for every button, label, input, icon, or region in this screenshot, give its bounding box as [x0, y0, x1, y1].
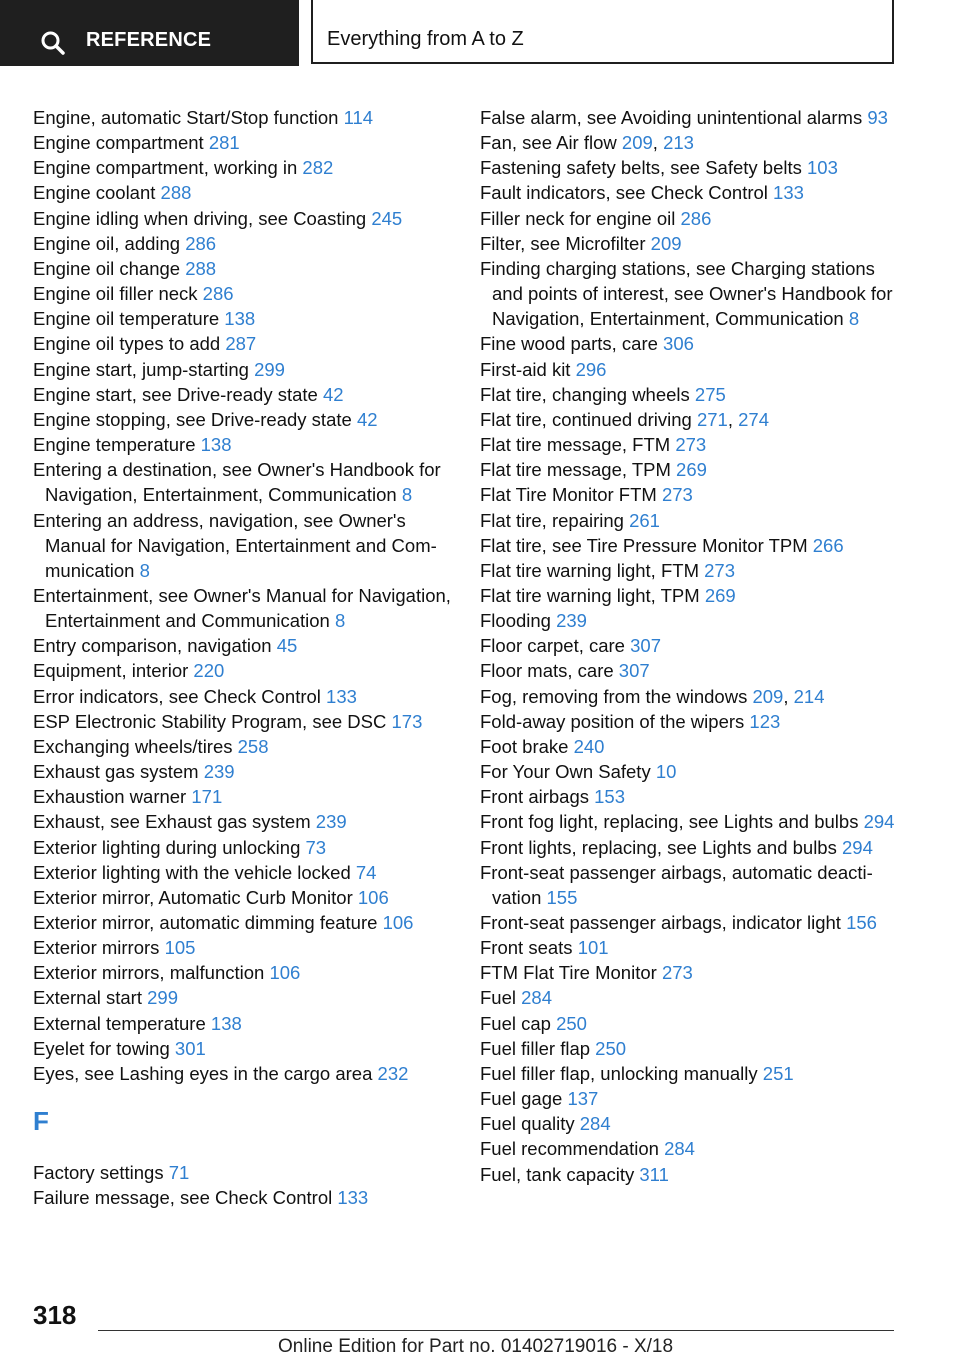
page-link[interactable]: 153 — [594, 786, 626, 808]
index-entry-text: Engine oil, adding — [33, 232, 181, 254]
index-entry-text: External start — [33, 987, 142, 1009]
index-entry — [480, 482, 910, 507]
index-entry-text: Engine compartment, working in — [33, 157, 298, 179]
page-link[interactable]: 138 — [210, 1012, 242, 1034]
page-link[interactable]: 286 — [680, 207, 712, 229]
index-entry-text: Error indicators, see Check Control — [33, 685, 321, 707]
page-link[interactable]: 171 — [191, 786, 223, 808]
index-entry: Fan, see Air flow 209, 213 — [480, 132, 694, 154]
index-entry — [33, 155, 453, 180]
page-link[interactable]: 8 — [139, 559, 150, 581]
index-entry-text: Failure message, see Check Control — [33, 1187, 333, 1209]
index-entry-text: Flat tire, changing wheels — [480, 383, 690, 405]
index-entry-text: Fuel filler flap — [480, 1037, 591, 1059]
index-entry — [33, 306, 453, 331]
page-link[interactable]: 281 — [208, 132, 240, 154]
index-entry — [33, 860, 453, 885]
index-entry — [33, 432, 453, 457]
page-link[interactable]: 101 — [577, 937, 609, 959]
tab-title: REFERENCE — [86, 29, 212, 51]
index-entry-text: Flat tire message, FTM — [480, 434, 671, 456]
page-link[interactable]: 273 — [661, 484, 693, 506]
index-entry — [480, 558, 910, 583]
index-entry — [33, 835, 453, 860]
index-entry — [33, 508, 453, 583]
page-link[interactable]: 8 — [848, 308, 860, 330]
index-entry-text: Flat Tire Monitor FTM — [480, 484, 657, 506]
index-entry — [33, 759, 453, 784]
index-entry-text: Exterior mirrors — [33, 937, 160, 959]
page-link[interactable]: 133 — [337, 1187, 369, 1209]
index-entry-text: Exhaust gas system — [33, 761, 199, 783]
index-entry-text: Fan, see Air flow — [480, 132, 617, 154]
index-entry-text: Entry comparison, navigation — [33, 635, 272, 657]
index-entry-text: Fold-away position of the wipers — [480, 710, 745, 732]
index-entry-text: Engine oil filler neck — [33, 283, 198, 305]
page-link[interactable]: 239 — [203, 761, 235, 783]
index-entry — [480, 533, 910, 558]
index-entry-text: Exterior mirrors, malfunction — [33, 962, 265, 984]
index-entry-text: Engine start, see Drive-ready state — [33, 383, 318, 405]
index-entry — [480, 784, 910, 809]
page-link[interactable]: 250 — [556, 1012, 587, 1034]
section-letter: F — [33, 1106, 49, 1137]
page-link[interactable]: 299 — [254, 358, 285, 380]
index-entry — [480, 357, 910, 382]
index-entry — [33, 1160, 453, 1185]
index-entry — [33, 734, 453, 759]
index-entry-text: Exhaustion warner — [33, 786, 187, 808]
index-entry — [480, 1111, 910, 1136]
index-entry-text: Entertainment, see Owner's Manual for Navigation, Entertainment and Communication — [33, 584, 451, 632]
index-entry-text: Engine oil types to add — [33, 333, 221, 355]
index-entry-text: Front airbags — [480, 786, 589, 808]
page-link[interactable]: 45 — [276, 635, 298, 657]
index-entry-text: Entering an address, navigation, see Owner's Manual for Navigation, Entertainment and Communication — [33, 509, 437, 581]
index-entry-text: First-aid kit — [480, 358, 571, 380]
index-entry — [33, 457, 453, 507]
index-entry-text: Engine start, jump-starting — [33, 358, 249, 380]
index-entry — [480, 583, 910, 608]
index-entry — [33, 809, 453, 834]
index-entry-text: Fuel gage — [480, 1088, 563, 1110]
page-link[interactable]: 114 — [343, 107, 374, 128]
index-entry — [480, 331, 910, 356]
page-link[interactable]: 273 — [661, 962, 693, 984]
index-entry-text: FTM Flat Tire Monitor — [480, 962, 657, 984]
index-entry — [33, 684, 453, 709]
page-link[interactable]: 106 — [269, 962, 301, 984]
index-entry-text: Fuel quality — [480, 1113, 575, 1135]
index-entry-text: Engine stopping, see Drive-ready state — [33, 408, 352, 430]
index-entry-text: Exterior mirror, automatic dimming feature — [33, 912, 378, 933]
index-entry-text: Exterior mirror, Automatic Curb Monitor — [33, 886, 353, 908]
page-link[interactable]: 42 — [356, 408, 378, 430]
index-entry-text: Eyelet for towing — [33, 1037, 170, 1059]
index-entry — [480, 910, 910, 935]
index-entry — [480, 608, 910, 633]
index-entry-text: Exterior lighting during unlocking — [33, 836, 301, 858]
index-entry — [480, 1136, 910, 1161]
index-entry-text: Exterior lighting with the vehicle locked — [33, 861, 351, 883]
index-list-f — [33, 1160, 453, 1210]
index-entry-text: Foot brake — [480, 735, 569, 757]
page-link[interactable]: 282 — [302, 157, 334, 179]
page-link[interactable]: 296 — [575, 358, 607, 380]
index-entry — [33, 985, 453, 1010]
page-link[interactable]: 311 — [639, 1163, 669, 1185]
index-entry-text: Engine oil temperature — [33, 308, 220, 330]
index-entry-text: Fuel filler flap, unlocking manually — [480, 1062, 758, 1084]
index-list-e — [33, 105, 453, 1086]
page-link[interactable]: 299 — [147, 987, 179, 1009]
section-title: Everything from A to Z — [327, 28, 524, 50]
index-entry — [33, 1061, 453, 1086]
index-entry — [480, 633, 910, 658]
index-entry — [480, 1011, 910, 1036]
index-entry-text: Front lights, replacing, see Lights and bulbs — [480, 836, 837, 858]
index-entry-text: Floor mats, care — [480, 660, 614, 682]
index-entry — [480, 1162, 910, 1187]
page-link[interactable]: 106 — [357, 886, 389, 908]
page-link[interactable]: 133 — [326, 685, 357, 707]
page-link[interactable]: 220 — [193, 660, 225, 682]
search-icon — [40, 30, 66, 56]
index-column-right — [480, 105, 910, 1187]
page-link[interactable]: 138 — [200, 434, 232, 456]
index-entry — [33, 256, 453, 281]
page-link[interactable]: 284 — [521, 987, 553, 1009]
index-entry-text: Front-seat passenger airbags, indicator light — [480, 912, 841, 933]
index-entry — [33, 1185, 453, 1210]
index-entry — [480, 658, 910, 683]
page-link[interactable]: 273 — [675, 434, 707, 456]
edition-footer: Online Edition for Part no. 01402719016 - X/18 — [278, 1336, 674, 1357]
page-link[interactable]: 155 — [546, 886, 578, 908]
page-link[interactable]: 306 — [663, 333, 694, 355]
page-link[interactable]: 266 — [812, 534, 844, 556]
index-entry — [480, 382, 910, 407]
index-entry-text: Filler neck for engine oil — [480, 207, 676, 229]
index-entry-text: Fastening safety belts, see Safety belts — [480, 157, 802, 179]
index-entry — [480, 809, 910, 834]
index-entry — [33, 130, 453, 155]
index-entry: Fog, removing from the windows 209, 214 — [480, 685, 825, 707]
page-link[interactable]: 271 — [696, 408, 728, 430]
index-entry-text: Eyes, see Lashing eyes in the cargo area — [33, 1062, 373, 1084]
index-entry-text: Flat tire warning light, TPM — [480, 584, 700, 606]
page-link[interactable]: 284 — [664, 1138, 695, 1160]
index-entry — [480, 709, 910, 734]
index-entry-text: Flat tire message, TPM — [480, 459, 671, 481]
page-link[interactable]: 261 — [629, 509, 660, 531]
index-entry — [33, 281, 453, 306]
page-link[interactable]: 269 — [676, 459, 707, 481]
index-entry-text: ESP Electronic Stability Program, see DSC — [33, 710, 387, 732]
index-entry-text: Engine, automatic Start/Stop function — [33, 107, 339, 128]
page-link[interactable]: 294 — [842, 836, 873, 858]
index-entry — [480, 155, 910, 180]
page-link[interactable]: 137 — [567, 1088, 599, 1110]
index-entry-text: Floor carpet, care — [480, 635, 625, 657]
index-entry-text: Engine oil change — [33, 257, 181, 279]
page-link[interactable]: 239 — [556, 610, 587, 632]
page-link[interactable]: 209 — [650, 232, 682, 254]
index-entry — [33, 206, 453, 231]
page-link[interactable]: 138 — [224, 308, 256, 330]
index-entry-text: Entering a destination, see Owner's Handbook for Navigation, Entertainment, Communication — [33, 459, 441, 506]
page-link[interactable]: 173 — [391, 710, 423, 732]
page-link[interactable]: 74 — [355, 861, 377, 883]
page-link[interactable]: 213 — [663, 132, 694, 154]
index-entry — [480, 105, 910, 130]
page-link[interactable]: 42 — [322, 383, 344, 405]
index-entry — [33, 231, 453, 256]
index-entry: Flat tire, continued driving 271, 274 — [480, 408, 770, 430]
index-entry-text: Exhaust, see Exhaust gas system — [33, 811, 311, 833]
index-entry — [480, 180, 910, 205]
footer-divider — [98, 1330, 894, 1331]
index-entry-text: Front seats — [480, 937, 573, 959]
index-entry — [33, 910, 453, 935]
index-entry — [33, 960, 453, 985]
index-entry-text: Filter, see Microfilter — [480, 232, 646, 254]
index-entry — [33, 583, 453, 633]
index-entry — [33, 784, 453, 809]
page-link[interactable]: 273 — [704, 559, 735, 581]
page-link[interactable]: 301 — [174, 1037, 206, 1059]
index-entry — [480, 734, 910, 759]
index-entry-text: Flat tire, continued driving — [480, 408, 692, 430]
index-entry — [33, 935, 453, 960]
page-link[interactable]: 232 — [377, 1062, 409, 1084]
index-entry-text: External temperature — [33, 1012, 206, 1034]
index-entry-text: Flat tire, see Tire Pressure Monitor TPM — [480, 534, 808, 556]
page-link[interactable]: 284 — [579, 1113, 611, 1135]
index-entry-text: Fuel — [480, 987, 516, 1009]
index-entry-text: False alarm, see Avoiding unintentional alarms — [480, 107, 863, 128]
index-entry — [480, 759, 910, 784]
page-link[interactable]: 240 — [573, 735, 605, 757]
index-entry-text: Flat tire, repairing — [480, 509, 624, 531]
page-link[interactable]: 8 — [335, 610, 346, 632]
index-entry — [480, 1036, 910, 1061]
reference-tab[interactable] — [0, 0, 299, 66]
page-link[interactable]: 123 — [749, 710, 781, 732]
page-number: 318 — [33, 1300, 77, 1330]
index-entry-text: Fault indicators, see Check Control — [480, 182, 768, 204]
index-entry — [480, 960, 910, 985]
index-entry-text: Finding charging stations, see Charging stations and points of interest, see Owner's Handbook for Navigation, Entertainment, Communication — [480, 257, 893, 330]
page-link[interactable]: 156 — [846, 912, 877, 933]
index-entry — [33, 357, 453, 382]
index-entry-text: Flooding — [480, 610, 551, 632]
index-entry — [33, 382, 453, 407]
page-link[interactable]: 214 — [793, 685, 825, 707]
index-entry — [480, 457, 910, 482]
index-entry — [480, 256, 910, 331]
index-entry — [480, 508, 910, 533]
page-link[interactable]: 209 — [752, 685, 784, 707]
index-entry — [33, 709, 453, 734]
page-link[interactable]: 288 — [185, 257, 217, 279]
page-link[interactable]: 71 — [168, 1162, 190, 1184]
page-link[interactable]: 307 — [618, 660, 650, 682]
index-entry — [480, 432, 910, 457]
page-link[interactable]: 93 — [867, 107, 888, 128]
index-entry — [480, 231, 910, 256]
index-entry — [33, 1036, 453, 1061]
index-entry — [480, 935, 910, 960]
page-link[interactable]: 286 — [185, 232, 217, 254]
index-entry — [33, 885, 453, 910]
index-entry — [480, 1061, 910, 1086]
index-entry — [480, 835, 910, 860]
index-entry-text: Engine coolant — [33, 182, 156, 204]
page-link[interactable]: 8 — [401, 484, 413, 506]
index-entry-text: Fuel cap — [480, 1012, 551, 1034]
index-entry — [480, 1086, 910, 1111]
page-link[interactable]: 103 — [807, 157, 838, 179]
index-entry-text: Front fog light, replacing, see Lights and bulbs — [480, 811, 859, 833]
index-entry-text: Fuel recommendation — [480, 1138, 659, 1160]
index-entry-text: Front-seat passenger airbags, automatic deactivation — [480, 861, 873, 908]
index-entry — [33, 1011, 453, 1036]
index-list-f-continued — [480, 105, 910, 1187]
index-entry-text: Engine temperature — [33, 434, 196, 456]
page-link[interactable]: 274 — [738, 408, 770, 430]
page-link[interactable]: 269 — [704, 584, 736, 606]
index-entry — [33, 331, 453, 356]
page-link[interactable]: 251 — [762, 1062, 794, 1084]
page-link[interactable]: 10 — [655, 761, 677, 783]
index-entry-text: Fog, removing from the windows — [480, 685, 748, 707]
index-entry-text: Exchanging wheels/tires — [33, 735, 233, 757]
index-entry — [480, 985, 910, 1010]
page-link[interactable]: 73 — [305, 836, 327, 858]
page-link[interactable]: 209 — [621, 132, 653, 154]
page-link[interactable]: 307 — [630, 635, 661, 657]
index-entry — [33, 633, 453, 658]
index-entry-text: Equipment, interior — [33, 660, 189, 682]
page-link[interactable]: 287 — [225, 333, 257, 355]
page-link[interactable]: 105 — [164, 937, 196, 959]
index-entry-text: Factory settings — [33, 1162, 164, 1184]
index-entry-text: Engine compartment — [33, 132, 204, 154]
page-link[interactable]: 286 — [202, 283, 234, 305]
index-entry-text: For Your Own Safety — [480, 761, 651, 783]
page-link[interactable]: 258 — [237, 735, 269, 757]
index-entry — [33, 658, 453, 683]
page-link[interactable]: 294 — [863, 811, 895, 833]
section-header — [311, 0, 894, 64]
index-entry-text: Engine idling when driving, see Coasting — [33, 207, 367, 229]
page-link[interactable]: 275 — [694, 383, 726, 405]
index-column-left — [33, 105, 453, 1210]
index-entry-text: Fuel, tank capacity — [480, 1163, 635, 1185]
page-link[interactable]: 288 — [160, 182, 192, 204]
page-link[interactable]: 250 — [595, 1037, 627, 1059]
page-link[interactable]: 133 — [773, 182, 804, 204]
page-link[interactable]: 239 — [315, 811, 347, 833]
index-entry — [33, 407, 453, 432]
index-entry — [480, 206, 910, 231]
index-entry — [33, 180, 453, 205]
index-entry — [33, 105, 453, 130]
page-link[interactable]: 245 — [371, 207, 403, 229]
index-entry — [480, 860, 910, 910]
page-link[interactable]: 106 — [382, 912, 414, 933]
index-entry-text: Flat tire warning light, FTM — [480, 559, 699, 581]
index-entry-text: Fine wood parts, care — [480, 333, 658, 355]
